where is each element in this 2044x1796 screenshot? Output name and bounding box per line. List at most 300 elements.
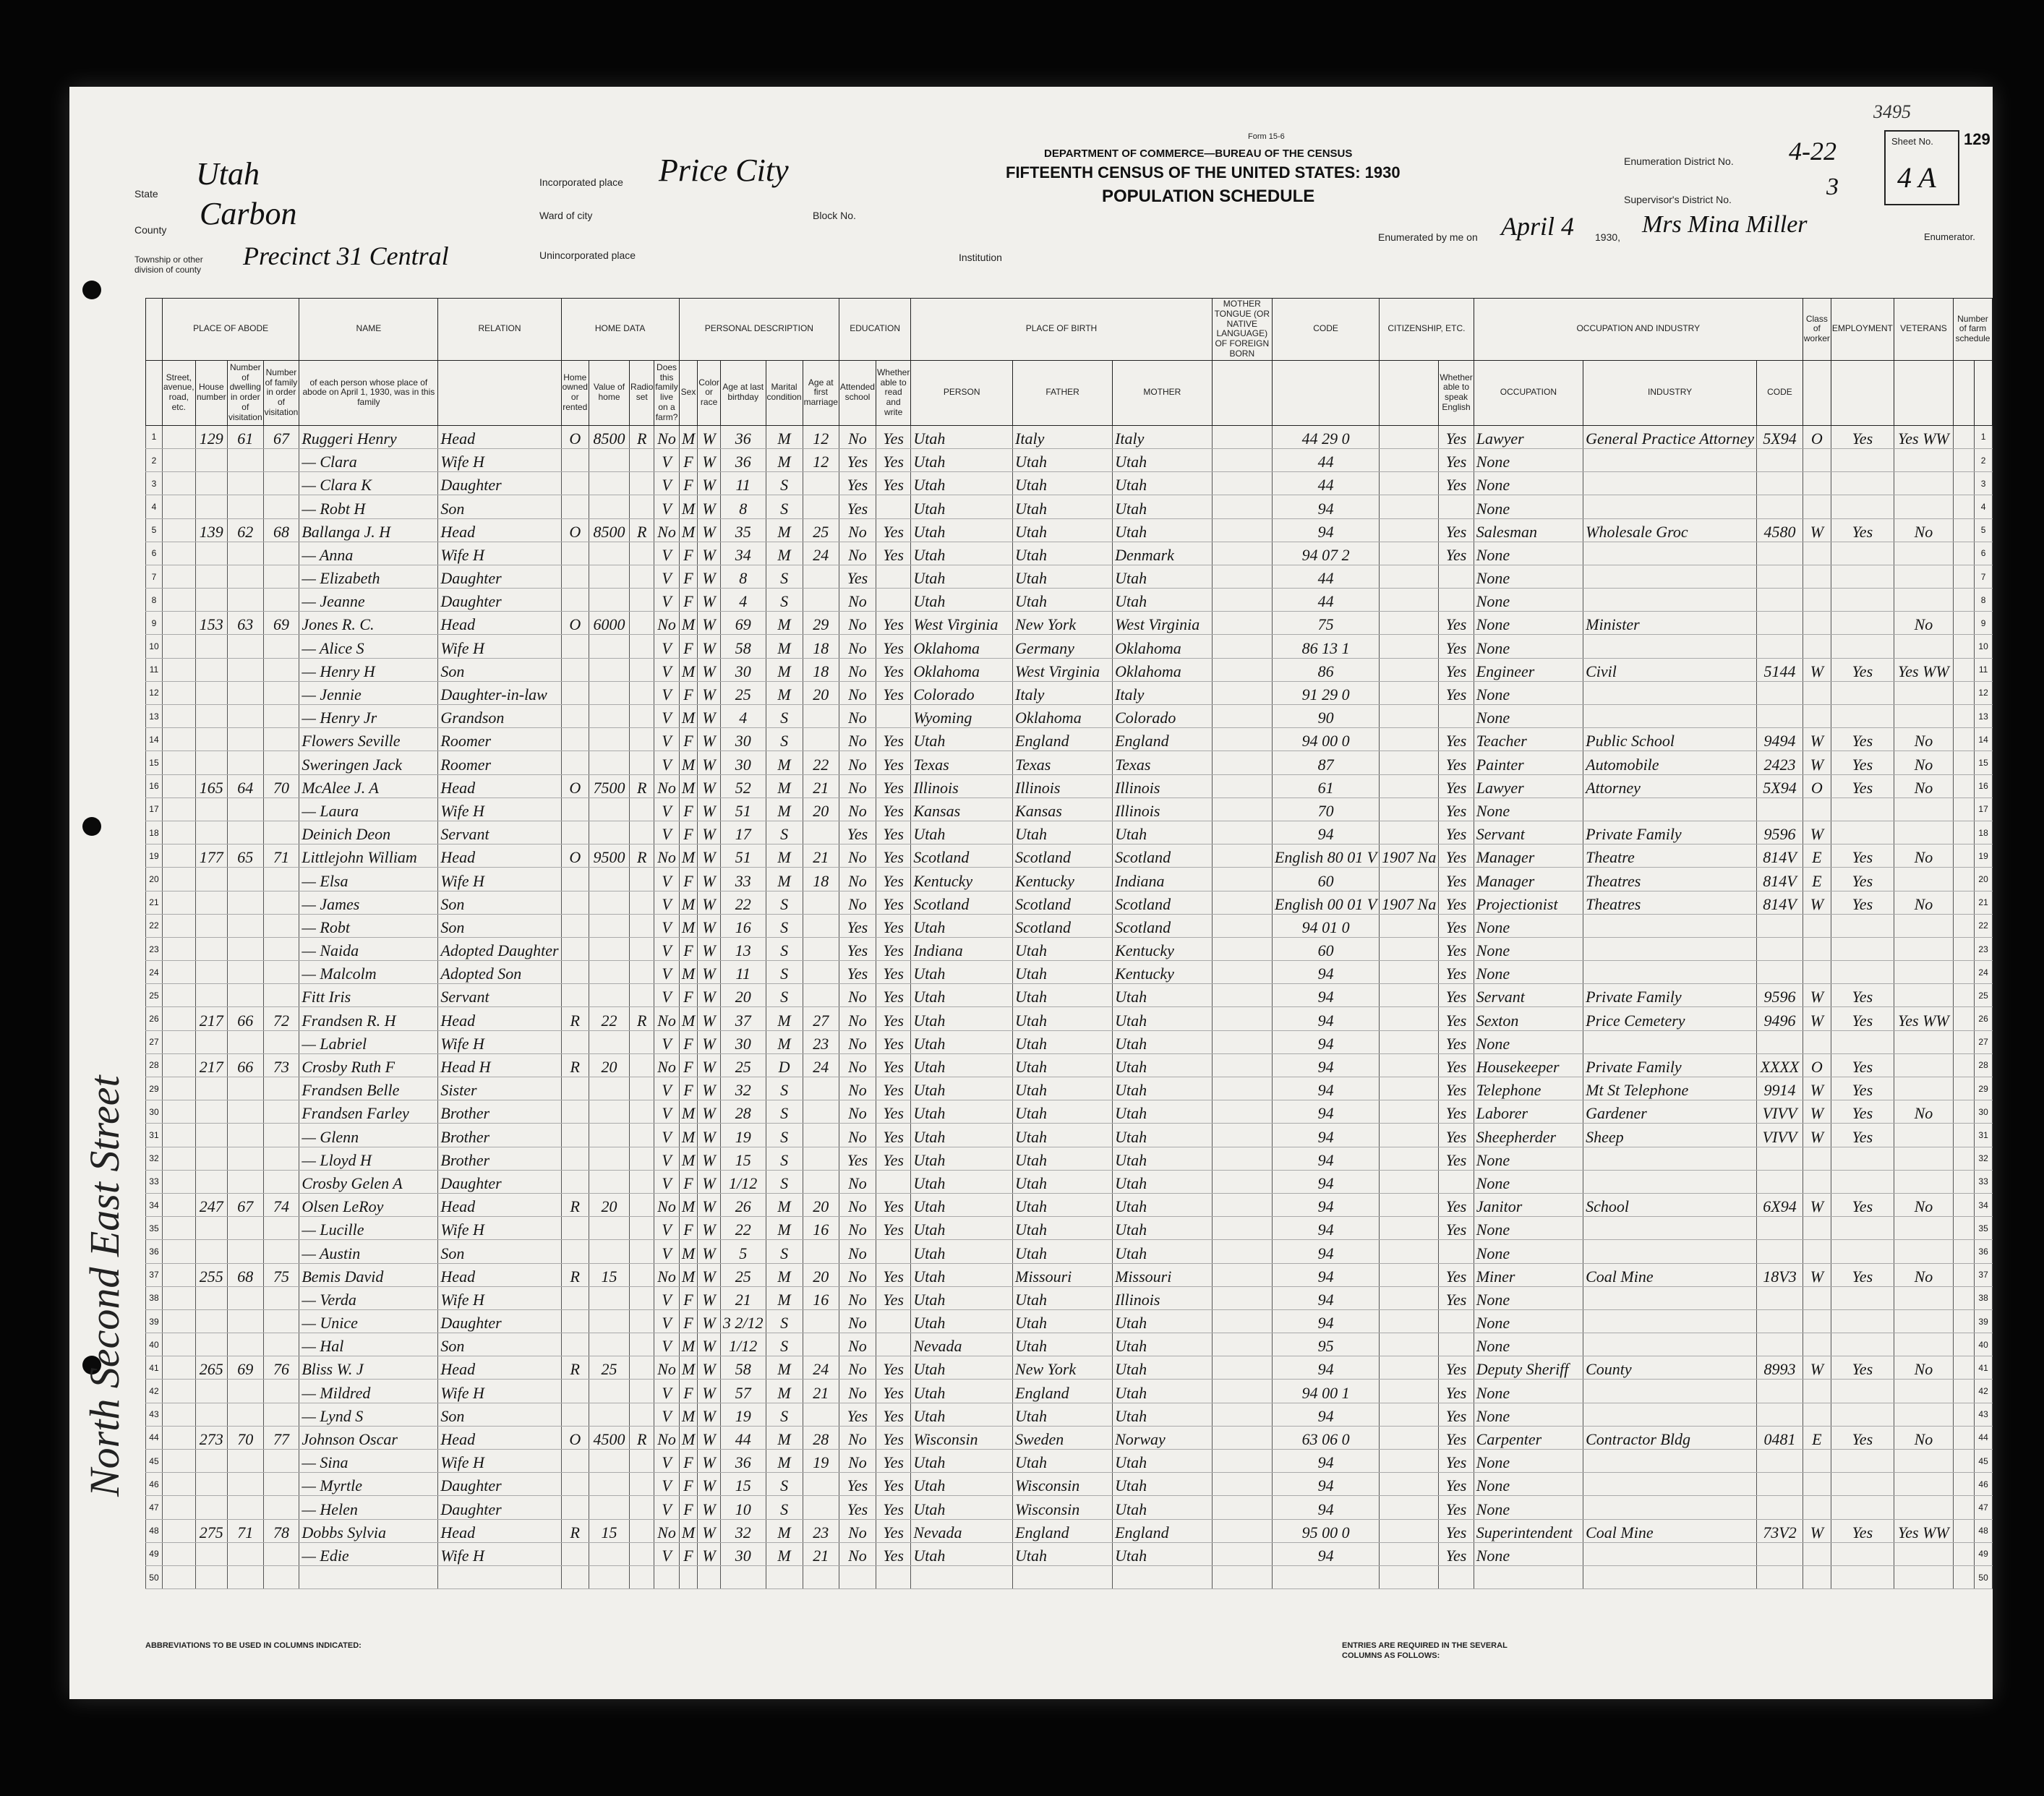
farm: V [654,472,679,495]
township-label: Township or other division of county [134,255,203,275]
birthplace-person: Scotland [911,844,1013,868]
industry [1583,589,1757,612]
line-number: 12 [146,681,163,704]
dwelling-number [227,751,263,774]
industry [1583,635,1757,658]
dwelling-number: 65 [227,844,263,868]
dwelling-number [227,961,263,984]
line-number: 29 [146,1077,163,1100]
employed [1831,1240,1894,1263]
dwelling-number: 68 [227,1263,263,1286]
age: 30 [720,658,766,681]
home-owned [561,1100,589,1124]
age-at-marriage: 21 [803,844,839,868]
mother-tongue [1212,937,1272,960]
house-number [195,1286,227,1309]
person-name: Johnson Oscar [299,1426,438,1449]
speaks-english: Yes [1439,1542,1474,1565]
employed [1831,705,1894,728]
marital-status: M [766,1356,803,1380]
relation: Head [438,1193,561,1216]
citizenship [1380,961,1439,984]
marital-status: M [766,1286,803,1309]
home-value [589,472,629,495]
radio-set [630,891,654,914]
farm-schedule [1953,425,1974,448]
school-header: Attended school [839,360,876,425]
incorporated-value: Price City [659,153,789,188]
house-number [195,914,227,937]
attended-school: No [839,1426,876,1449]
occupation: Engineer [1474,658,1583,681]
person-name: Ruggeri Henry [299,425,438,448]
line-number-right: 8 [1975,589,1993,612]
color-race: W [698,1403,721,1426]
read-write: Yes [876,821,910,844]
birthplace-mother: Utah [1113,565,1213,588]
person-name: Crosby Gelen A [299,1170,438,1193]
read-write: Yes [876,518,910,542]
sex: F [679,1496,698,1519]
dwelling-number [227,1309,263,1333]
birthplace-person: Utah [911,1496,1013,1519]
veteran: No [1894,1100,1953,1124]
farm: V [654,751,679,774]
farm-schedule [1953,1473,1974,1496]
marital-status: S [766,937,803,960]
occupation-code [1757,1170,1803,1193]
radio-set [630,472,654,495]
home-owned [561,1147,589,1170]
age: 25 [720,1263,766,1286]
speaks-english [1439,1333,1474,1356]
house-number [195,984,227,1007]
farm: V [654,1240,679,1263]
radio-set [630,635,654,658]
county-label: County [134,224,167,236]
person-name: — Henry Jr [299,705,438,728]
industry [1583,565,1757,588]
line-number-right: 34 [1975,1193,1993,1216]
industry [1583,448,1757,471]
age: 51 [720,844,766,868]
radio-header: Radio set [630,360,654,425]
employed [1831,612,1894,635]
read-write: Yes [876,1496,910,1519]
speaks-english [1439,1309,1474,1333]
person-name: — Helen [299,1496,438,1519]
marital-status: S [766,1100,803,1124]
veteran [1894,1450,1953,1473]
class-of-worker [1803,1450,1831,1473]
marital-status: S [766,1309,803,1333]
class-of-worker [1803,1380,1831,1403]
occupation-code: 0481 [1757,1426,1803,1449]
relation: Head [438,1356,561,1380]
occupation-code: 18V3 [1757,1263,1803,1286]
read-write: Yes [876,728,910,751]
home-value [589,495,629,518]
birth-code: 94 [1273,1147,1380,1170]
street [162,681,195,704]
birthplace-mother: Utah [1113,1100,1213,1124]
home-value [589,1147,629,1170]
line-number-right: 49 [1975,1542,1993,1565]
person-name: Sweringen Jack [299,751,438,774]
birthplace-person: Kansas [911,797,1013,821]
birthplace-father: Utah [1013,1124,1113,1147]
family-number [263,914,299,937]
attended-school: No [839,518,876,542]
family-number [263,984,299,1007]
line-number-right: 14 [1975,728,1993,751]
citizenship [1380,1007,1439,1030]
family-number [263,1450,299,1473]
street [162,705,195,728]
birth-code: 95 00 0 [1273,1519,1380,1542]
class-of-worker: W [1803,1100,1831,1124]
street [162,868,195,891]
house-number: 177 [195,844,227,868]
occupation-code [1757,565,1803,588]
home-owned [561,937,589,960]
veteran: Yes WW [1894,425,1953,448]
farm-schedule [1953,1217,1974,1240]
age: 57 [720,1380,766,1403]
occupation: None [1474,681,1583,704]
citizenship [1380,1100,1439,1124]
occupation-header: OCCUPATION [1474,360,1583,425]
line-number: 13 [146,705,163,728]
street [162,1542,195,1565]
line-number-right: 29 [1975,1077,1993,1100]
employed: Yes [1831,1426,1894,1449]
citizenship [1380,1240,1439,1263]
dwelling-number [227,542,263,565]
name-header: NAME [299,299,438,361]
read-write: Yes [876,844,910,868]
farm: V [654,681,679,704]
employed: Yes [1831,1007,1894,1030]
birthplace-mother: Utah [1113,495,1213,518]
age-at-marriage: 20 [803,1263,839,1286]
color-race: W [698,1147,721,1170]
veteran [1894,914,1953,937]
home-owned [561,1240,589,1263]
attended-school: No [839,1542,876,1565]
farm: V [654,1403,679,1426]
house-number: 247 [195,1193,227,1216]
veteran [1894,1473,1953,1496]
age: 58 [720,635,766,658]
home-owned [561,868,589,891]
farm: V [654,542,679,565]
age-at-marriage: 18 [803,635,839,658]
line-number-right: 50 [1975,1565,1993,1588]
birth-code: 94 [1273,1217,1380,1240]
birth-code: 63 06 0 [1273,1426,1380,1449]
sex: M [679,658,698,681]
line-number-right: 33 [1975,1170,1993,1193]
home-owned [561,472,589,495]
line-number: 21 [146,891,163,914]
line-number-right: 39 [1975,1309,1993,1333]
age-at-marriage [803,1077,839,1100]
occupation-code: 814V [1757,844,1803,868]
line-number-right: 23 [1975,937,1993,960]
radio-set [630,751,654,774]
home-owned [561,565,589,588]
marital-status [766,1565,803,1588]
home-owned [561,914,589,937]
home-owned [561,448,589,471]
attended-school: No [839,1124,876,1147]
relation: Son [438,1240,561,1263]
speaks-english: Yes [1439,1124,1474,1147]
age [720,1565,766,1588]
veteran [1894,1147,1953,1170]
table-row [146,425,1993,448]
line-number: 24 [146,961,163,984]
sex: M [679,914,698,937]
marital-status: M [766,797,803,821]
family-number: 76 [263,1356,299,1380]
industry [1583,1147,1757,1170]
marital-status: M [766,1380,803,1403]
family-number [263,1077,299,1100]
class-of-worker [1803,1286,1831,1309]
table-row [146,1519,1993,1542]
marital-status: S [766,1240,803,1263]
birth-code: 94 [1273,821,1380,844]
person-name: — Clara [299,448,438,471]
class-of-worker [1803,542,1831,565]
relation: Head [438,612,561,635]
color-race: W [698,914,721,937]
relation: Head [438,774,561,797]
attended-school: No [839,612,876,635]
age-at-marriage: 18 [803,868,839,891]
read-write: Yes [876,1426,910,1449]
age: 52 [720,774,766,797]
marital-status: S [766,728,803,751]
marital-status: M [766,1542,803,1565]
line-number-right: 18 [1975,821,1993,844]
farm: V [654,868,679,891]
marital-status: S [766,565,803,588]
birthplace-person: Utah [911,1450,1013,1473]
birthplace-mother: Utah [1113,1542,1213,1565]
age: 11 [720,472,766,495]
enum-district-label: Enumeration District No. [1624,155,1734,167]
attended-school: No [839,1193,876,1216]
farm-schedule [1953,1333,1974,1356]
mother-tongue [1212,1030,1272,1053]
age-at-marriage: 18 [803,658,839,681]
citizenship [1380,1030,1439,1053]
home-owned [561,1309,589,1333]
home-value [589,891,629,914]
family-number [263,1147,299,1170]
veteran [1894,1496,1953,1519]
person-name: — Alice S [299,635,438,658]
family-number [263,1240,299,1263]
marital-status: M [766,844,803,868]
class-of-worker [1803,635,1831,658]
line-number: 23 [146,937,163,960]
age: 1/12 [720,1170,766,1193]
family-number [263,589,299,612]
person-name: McAlee J. A [299,774,438,797]
age: 19 [720,1403,766,1426]
veteran [1894,1170,1953,1193]
age-at-marriage [803,589,839,612]
industry [1583,1030,1757,1053]
enumerated-date: April 4 [1501,212,1575,241]
house-number [195,821,227,844]
occupation-code [1757,681,1803,704]
farm: V [654,937,679,960]
citizenship [1380,1450,1439,1473]
sex: F [679,635,698,658]
house-number [195,1333,227,1356]
class-of-worker: E [1803,1426,1831,1449]
read-write: Yes [876,448,910,471]
marital-status: S [766,589,803,612]
age-at-marriage [803,495,839,518]
industry: Theatres [1583,891,1757,914]
line-number-right: 37 [1975,1263,1993,1286]
home-owned [561,1542,589,1565]
class-of-worker [1803,1147,1831,1170]
family-number [263,1565,299,1588]
veteran [1894,472,1953,495]
occupation-code: XXXX [1757,1053,1803,1077]
birthplace-father: Missouri [1013,1263,1113,1286]
relation: Wife H [438,797,561,821]
attended-school: Yes [839,821,876,844]
birthplace-person: Utah [911,1473,1013,1496]
sex: M [679,1100,698,1124]
birthplace-mother: Norway [1113,1426,1213,1449]
birth-code: 94 [1273,1263,1380,1286]
dwelling-number [227,1450,263,1473]
read-write [876,705,910,728]
code-header-2 [1273,360,1380,425]
person-name: — Labriel [299,1030,438,1053]
street [162,425,195,448]
street [162,1263,195,1286]
class-of-worker [1803,1217,1831,1240]
class-of-worker: W [1803,1007,1831,1030]
table-row [146,681,1993,704]
age: 22 [720,891,766,914]
home-value [589,1403,629,1426]
attended-school [839,1565,876,1588]
birthplace-father: Sweden [1013,1426,1113,1449]
dwelling-number [227,728,263,751]
street [162,751,195,774]
farm-schedule [1953,774,1974,797]
citizenship [1380,518,1439,542]
mother-tongue [1212,984,1272,1007]
sex: M [679,1403,698,1426]
farm: V [654,1496,679,1519]
age-at-marriage [803,961,839,984]
line-number: 15 [146,751,163,774]
person-name: — Unice [299,1309,438,1333]
mother-tongue [1212,542,1272,565]
age-at-marriage [803,1403,839,1426]
sex: F [679,1309,698,1333]
veteran [1894,937,1953,960]
radio-set: R [630,844,654,868]
age-header: Age at last birthday [720,360,766,425]
house-number [195,658,227,681]
age-at-marriage [803,1309,839,1333]
birthplace-mother: Utah [1113,1193,1213,1216]
class-of-worker [1803,914,1831,937]
birthplace-person: Utah [911,984,1013,1007]
farm: No [654,612,679,635]
person-name: — Clara K [299,472,438,495]
home-owned: R [561,1519,589,1542]
birthplace-mother [1113,1565,1213,1588]
class-of-worker [1803,1333,1831,1356]
class-header: Class of worker [1803,299,1831,361]
person-name: — Laura [299,797,438,821]
dwelling-number [227,705,263,728]
birth-code: 60 [1273,937,1380,960]
relation: Grandson [438,705,561,728]
family-number [263,961,299,984]
mother-tongue [1212,1147,1272,1170]
marital-status: M [766,1263,803,1286]
speaks-english [1439,705,1474,728]
radio-set: R [630,1426,654,1449]
veteran [1894,705,1953,728]
attended-school: No [839,1286,876,1309]
family-number [263,681,299,704]
sex: M [679,425,698,448]
veteran: Yes WW [1894,1007,1953,1030]
street [162,1426,195,1449]
color-race: W [698,425,721,448]
color-race: W [698,891,721,914]
street [162,821,195,844]
citizenship [1380,1356,1439,1380]
home-owned [561,1450,589,1473]
birth-code: 94 [1273,1077,1380,1100]
age: 22 [720,1217,766,1240]
relation: Brother [438,1147,561,1170]
age-at-marriage: 21 [803,1542,839,1565]
read-write: Yes [876,1519,910,1542]
family-number [263,495,299,518]
birthplace-father: Utah [1013,542,1113,565]
industry: Private Family [1583,1053,1757,1077]
sex: F [679,1077,698,1100]
home-value [589,658,629,681]
farm-schedule [1953,1263,1974,1286]
birthplace-father: Utah [1013,961,1113,984]
occupation-code [1757,1217,1803,1240]
color-race: W [698,1356,721,1380]
line-number: 14 [146,728,163,751]
farm-schedule [1953,495,1974,518]
age: 4 [720,589,766,612]
family-number [263,1333,299,1356]
